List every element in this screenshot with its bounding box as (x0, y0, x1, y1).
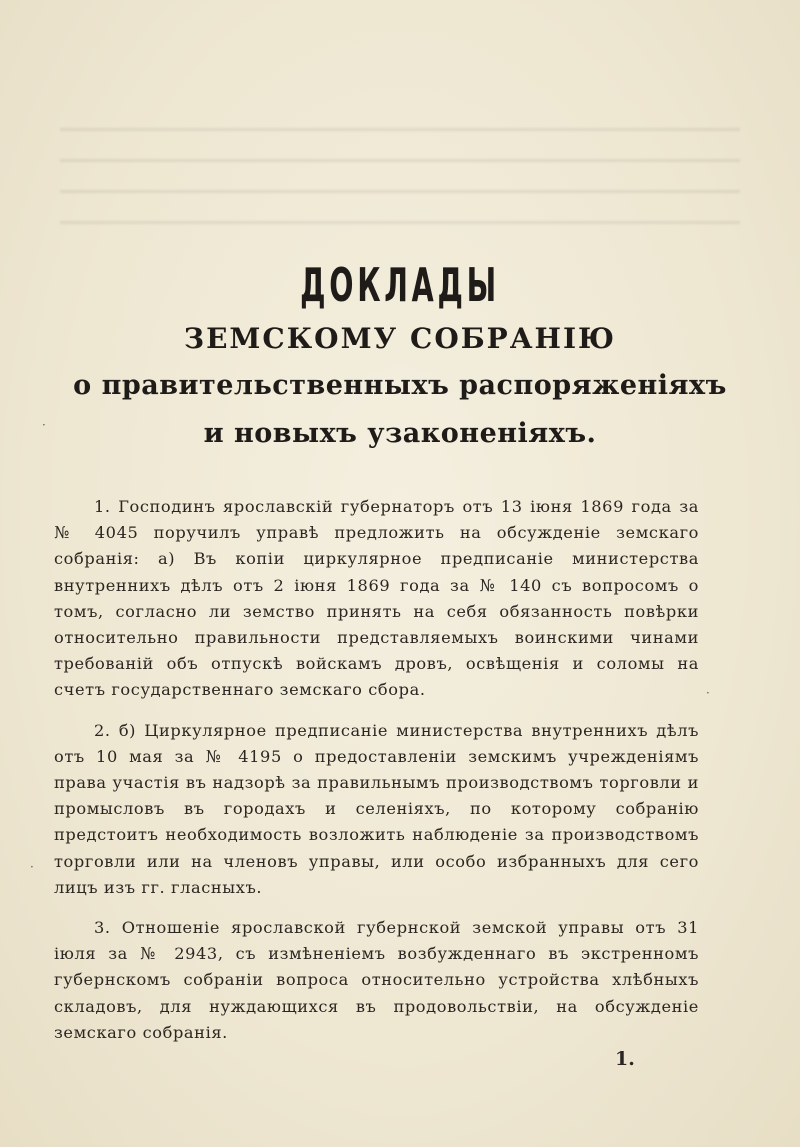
show-through-text (60, 110, 740, 230)
margin-mark: · (42, 418, 46, 432)
title-line-4: и новыхъ узаконеніяхъ. (203, 418, 597, 449)
page-subtitle: ЗЕМСКОМУ СОБРАНІЮ (183, 322, 617, 355)
paragraph-2: 2. б) Циркулярное предписаніе министерства внутреннихъ дѣлъ отъ 10 мая за № 4195 о предоставленіи земскимъ учрежденіямъ права участія въ надзорѣ за правильнымъ производствомъ торговли и промысловъ въ городахъ и селеніяхъ, по которому собранію предстоитъ необходимость возложить наблюденіе за производствомъ торговли или на членовъ управы, или особо избранныхъ для сего лицъ изъ гг. гласныхъ. (54, 720, 699, 897)
paragraph-3: 3. Отношеніе ярославской губернской земской управы отъ 31 іюля за № 2943, съ измѣненіемъ возбужденнаго въ экстренномъ губернскомъ собраніи вопроса относительно устройства хлѣбныхъ складовъ, для нуждающихся въ продовольствіи, на обсужденіе земскаго собранія. (54, 918, 699, 1042)
page-number: 1. (615, 1048, 635, 1070)
paragraph-1: 1. Господинъ ярославскій губернаторъ отъ 13 іюня 1869 года за № 4045 поручилъ управѣ предложить на обсужденіе земскаго собранія: а) Въ копіи циркулярное предписаніе министерства внутреннихъ дѣлъ отъ 2 іюня 1869 года за № 140 съ вопросомъ о томъ, согласно ли земство принять на себя обязанность повѣрки относительно правильности представляемыхъ воинскими чинами требованій объ отпускѣ войскамъ дровъ, освѣщенія и соломы на счетъ государственнаго земскаго сбора. (54, 497, 699, 700)
title-line-3: о правительственныхъ распоряженіяхъ (73, 370, 727, 401)
margin-mark: · (706, 686, 710, 700)
document-body (54, 494, 699, 1060)
margin-mark: · (30, 860, 34, 874)
page-title: ДОКЛАДЫ (300, 258, 500, 312)
